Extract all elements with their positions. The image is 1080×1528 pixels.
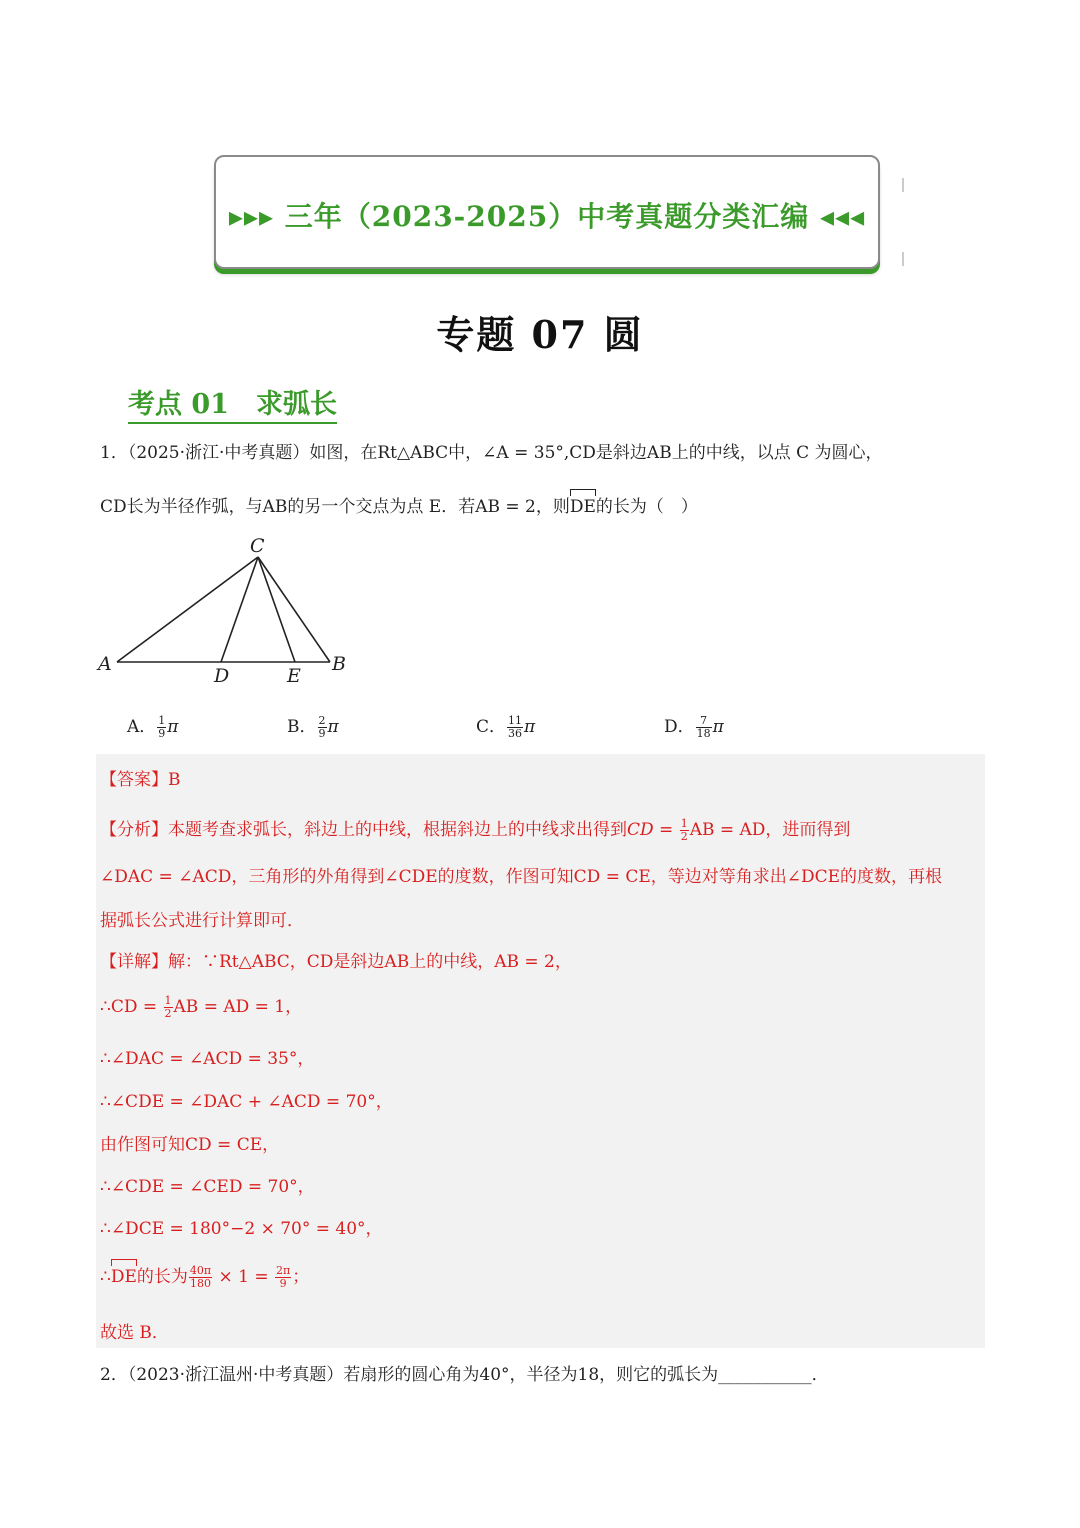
arc-de: DE: [110, 1267, 137, 1287]
option-fraction: $\frac{11}{36}$: [508, 714, 523, 740]
step-1: [100, 992, 302, 1020]
option-letter: D．: [664, 717, 695, 737]
analysis-line-3: 据弧长公式进行计算即可．: [100, 911, 304, 931]
math-expr: CD =: [627, 820, 679, 840]
step-3: ∴∠CDE = ∠DAC + ∠ACD = 70°，: [100, 1092, 393, 1112]
margin-mark: [902, 252, 904, 266]
question-1-line-2: [100, 492, 698, 517]
label-d: D: [214, 665, 230, 687]
step-2: ∴∠DAC = ∠ACD = 35°，: [100, 1049, 315, 1069]
pi-symbol: π: [712, 717, 724, 737]
question-2: 2．（2023·浙江温州·中考真题）若扇形的圆心角为40°，半径为18，则它的弧长为___________．: [100, 1365, 829, 1385]
detail-line: 【详解】解：∵Rt△ABC，CD是斜边AB上的中线，AB = 2，: [100, 952, 572, 972]
label-e: E: [287, 665, 301, 687]
step-text: AB = AD = 1，: [173, 997, 303, 1017]
option-letter: B．: [287, 717, 317, 737]
banner-text: ▸▸▸ 三年（2023-2025）中考真题分类汇编 ◂◂◂: [228, 200, 866, 233]
step-5: ∴∠CDE = ∠CED = 70°，: [100, 1177, 315, 1197]
pi-symbol: π: [524, 717, 536, 737]
step-text: ；: [292, 1267, 310, 1287]
step-text: × 1 =: [213, 1267, 275, 1287]
option-b[interactable]: [287, 712, 339, 740]
step-6: ∴∠DCE = 180°−2 × 70° = 40°，: [100, 1219, 383, 1239]
margin-mark: [902, 178, 904, 192]
option-fraction: $\frac{7}{18}$: [696, 714, 711, 740]
segment-bc: [258, 557, 330, 662]
q1-line2-start: CD长为半径作弧，与AB的另一个交点为点 E．若AB = 2，则: [100, 497, 570, 517]
option-letter: A．: [127, 717, 157, 737]
page-title: 专题 07 圆: [436, 312, 644, 357]
arc-de: DE: [569, 497, 596, 517]
q1-line2-end: 的长为（ ）: [595, 497, 698, 517]
label-a: A: [98, 653, 112, 675]
analysis-text: AB = AD，进而得到: [689, 820, 851, 840]
option-fraction: $\frac{1}{9}$: [158, 714, 166, 740]
step-7: [100, 1262, 309, 1290]
header-banner: [214, 155, 880, 269]
step-8: 故选 B．: [100, 1323, 169, 1343]
option-a[interactable]: [127, 712, 178, 740]
label-c: C: [250, 535, 265, 557]
segment-ac: [117, 557, 258, 662]
label-b: B: [332, 653, 346, 675]
pi-symbol: π: [167, 717, 179, 737]
step-4: 由作图可知CD = CE，: [100, 1135, 280, 1155]
option-fraction: $\frac{2}{9}$: [318, 714, 326, 740]
segment-ce: [258, 557, 295, 662]
option-c[interactable]: [476, 712, 535, 740]
fraction: $\frac{40\pi}{180}$: [189, 1264, 212, 1290]
analysis-line-2: ∠DAC = ∠ACD，三角形的外角得到∠CDE的度数，作图可知CD = CE，等边对等角求出∠DCE的度数，再根: [100, 867, 943, 887]
step-text: ∴: [100, 1267, 111, 1287]
step-text: ∴CD =: [100, 997, 163, 1017]
segment-cd: [221, 557, 258, 662]
option-d[interactable]: [664, 712, 724, 740]
section-heading: 考点 01 求弧长: [128, 382, 337, 424]
triangle-diagram: [90, 530, 370, 690]
fraction: $\frac{2\pi}{9}$: [276, 1264, 291, 1290]
step-text: 的长为: [136, 1267, 188, 1287]
analysis-line-1: [100, 815, 850, 843]
question-1-line-1: 1．（2025·浙江·中考真题）如图，在Rt△ABC中，∠A = 35°,CD是斜边AB上的中线，以点 C 为圆心，: [100, 443, 883, 463]
pi-symbol: π: [327, 717, 339, 737]
fraction: $\frac{1}{2}$: [164, 994, 172, 1020]
option-letter: C．: [476, 717, 507, 737]
fraction: $\frac{1}{2}$: [680, 817, 688, 843]
analysis-text: 【分析】本题考查求弧长，斜边上的中线，根据斜边上的中线求出得到: [100, 820, 627, 840]
answer-line: 【答案】B: [100, 770, 181, 790]
